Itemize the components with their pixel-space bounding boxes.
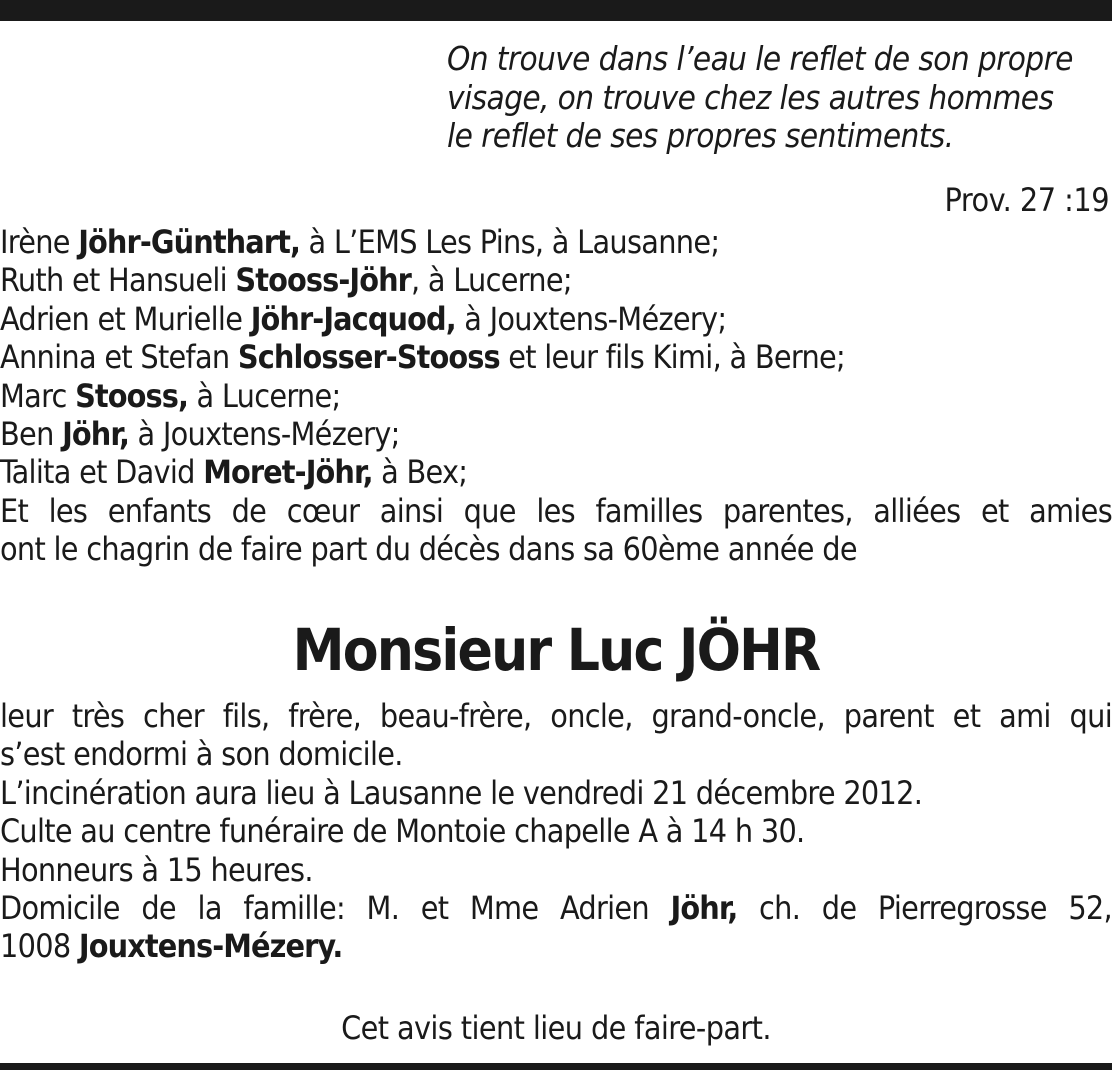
family-name: Schlosser-Stooss <box>237 338 500 377</box>
epigraph-quote <box>447 40 1112 156</box>
bottom-rule <box>0 1063 1112 1070</box>
mourner-entry: Talita et David Moret-Jöhr, à Bex; <box>0 453 468 492</box>
closing-note: Cet avis tient lieu de faire-part. <box>341 1009 771 1047</box>
family-name: Moret-Jöhr, <box>203 453 373 492</box>
family-name: Stooss-Jöhr <box>235 261 411 300</box>
domicile-info: Domicile de la famille: M. et Mme Adrien Jöhr, ch. de Pierregrosse 52, <box>0 888 1112 927</box>
family-name: Jöhr, <box>62 414 129 453</box>
relation-line: leur très cher fils, frère, beau-frère, oncle, grand-oncle, parent et ami qui <box>0 697 1112 735</box>
mourner-entry: Ben Jöhr, à Jouxtens-Mézery; <box>0 414 400 453</box>
mourner-entry: Annina et Stefan Schlosser-Stooss et leur fils Kimi, à Berne; <box>0 338 846 377</box>
cremation-info: L’incinération aura lieu à Lausanne le vendredi 21 décembre 2012. <box>0 773 923 812</box>
mourner-entry: Ruth et Hansueli Stooss-Jöhr, à Lucerne; <box>0 261 572 300</box>
epigraph-line: le reflet de ses propres sentiments. <box>447 116 954 155</box>
mourners-list <box>0 223 1112 569</box>
top-rule <box>0 0 1112 21</box>
town-name: Jouxtens-Mézery. <box>78 927 343 966</box>
epigraph-line: On trouve dans l’eau le reflet de son propre <box>447 39 1073 78</box>
announcement-line: ont le chagrin de faire part du décès dans sa 60ème année de <box>0 530 857 569</box>
epigraph-reference: Prov. 27 :19 <box>944 181 1109 219</box>
family-name: Stooss, <box>75 376 189 415</box>
relation-line: s’est endormi à son domicile. <box>0 735 403 774</box>
domicile-address: 1008 Jouxtens-Mézery. <box>0 927 343 966</box>
honours-info: Honneurs à 15 heures. <box>0 850 313 889</box>
announcement-line: Et les enfants de cœur ainsi que les familles parentes, alliées et amies <box>0 491 1112 530</box>
family-name: Jöhr-Günthart, <box>78 223 301 261</box>
mourner-entry: Adrien et Murielle Jöhr-Jacquod, à Jouxtens-Mézery; <box>0 299 727 338</box>
deceased-name: Monsieur Luc JÖHR <box>292 616 820 684</box>
mourner-entry: Marc Stooss, à Lucerne; <box>0 376 341 415</box>
details-block <box>0 697 1112 966</box>
family-name: Jöhr-Jacquod, <box>250 299 456 338</box>
epigraph-line: visage, on trouve chez les autres hommes <box>447 77 1054 117</box>
mourner-entry: Irène Jöhr-Günthart, à L’EMS Les Pins, à Lausanne; <box>0 223 720 261</box>
service-info: Culte au centre funéraire de Montoie chapelle A à 14 h 30. <box>0 812 805 851</box>
family-name: Jöhr, <box>670 888 738 927</box>
